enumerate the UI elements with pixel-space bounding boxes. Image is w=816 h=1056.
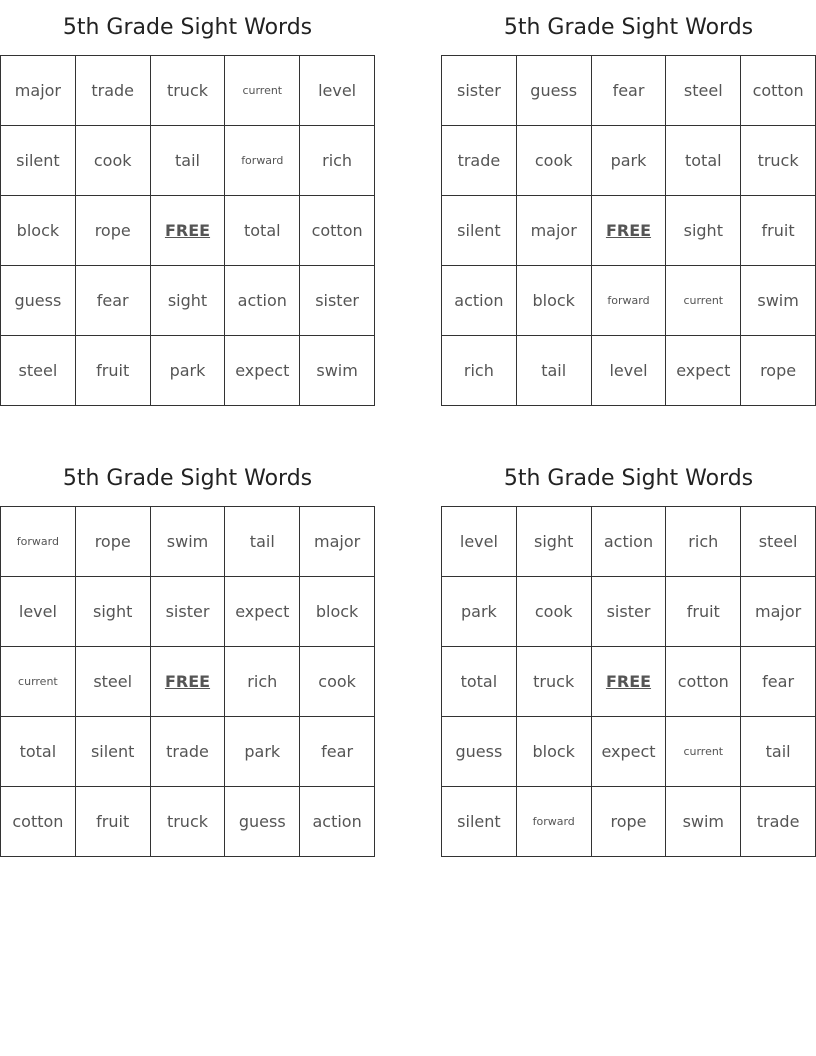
word-cell: fruit <box>666 577 741 647</box>
word-cell: cotton <box>666 647 741 717</box>
card-title: 5th Grade Sight Words <box>62 15 313 40</box>
word-cell: rich <box>666 507 741 577</box>
word-cell: major <box>741 577 816 647</box>
word-cell: tail <box>225 507 300 577</box>
word-cell: cook <box>300 647 375 717</box>
word-cell: fruit <box>76 787 151 857</box>
word-cell: cotton <box>300 196 375 266</box>
word-cell: total <box>1 717 76 787</box>
word-cell: swim <box>741 266 816 336</box>
word-cell: major <box>517 196 592 266</box>
word-cell: action <box>592 507 667 577</box>
word-cell: silent <box>442 787 517 857</box>
word-cell: rich <box>225 647 300 717</box>
word-cell: swim <box>666 787 741 857</box>
word-cell: steel <box>741 507 816 577</box>
word-cell: block <box>517 266 592 336</box>
word-cell: action <box>225 266 300 336</box>
free-space: FREE <box>592 647 667 717</box>
word-cell: level <box>442 507 517 577</box>
word-cell: silent <box>1 126 76 196</box>
free-space: FREE <box>151 196 226 266</box>
word-cell: fear <box>300 717 375 787</box>
word-cell: fruit <box>741 196 816 266</box>
bingo-card-2 <box>441 0 816 380</box>
word-cell: steel <box>76 647 151 717</box>
word-cell: sight <box>76 577 151 647</box>
word-cell: swim <box>300 336 375 406</box>
word-cell: fear <box>76 266 151 336</box>
card-grid <box>441 55 816 406</box>
card-title: 5th Grade Sight Words <box>62 466 313 491</box>
word-cell: trade <box>741 787 816 857</box>
word-cell: trade <box>151 717 226 787</box>
word-cell: rich <box>442 336 517 406</box>
word-cell: sister <box>300 266 375 336</box>
word-cell: current <box>1 647 76 717</box>
word-cell: level <box>300 56 375 126</box>
word-cell: total <box>225 196 300 266</box>
word-cell: sister <box>151 577 226 647</box>
word-cell: cook <box>76 126 151 196</box>
word-cell: truck <box>151 56 226 126</box>
word-cell: rich <box>300 126 375 196</box>
word-cell: expect <box>225 336 300 406</box>
word-cell: cook <box>517 577 592 647</box>
word-cell: cotton <box>741 56 816 126</box>
word-cell: expect <box>592 717 667 787</box>
word-cell: fruit <box>76 336 151 406</box>
word-cell: fear <box>592 56 667 126</box>
word-cell: expect <box>666 336 741 406</box>
word-cell: forward <box>225 126 300 196</box>
word-cell: park <box>442 577 517 647</box>
card-grid <box>0 506 375 857</box>
word-cell: forward <box>1 507 76 577</box>
card-title: 5th Grade Sight Words <box>503 15 754 40</box>
word-cell: guess <box>1 266 76 336</box>
card-grid <box>441 506 816 857</box>
word-cell: current <box>666 266 741 336</box>
word-cell: block <box>300 577 375 647</box>
word-cell: current <box>225 56 300 126</box>
free-space: FREE <box>592 196 667 266</box>
word-cell: block <box>1 196 76 266</box>
word-cell: fear <box>741 647 816 717</box>
word-cell: guess <box>442 717 517 787</box>
word-cell: park <box>151 336 226 406</box>
bingo-card-3 <box>0 451 375 831</box>
word-cell: action <box>300 787 375 857</box>
word-cell: truck <box>517 647 592 717</box>
word-cell: steel <box>1 336 76 406</box>
word-cell: sister <box>442 56 517 126</box>
word-cell: cook <box>517 126 592 196</box>
word-cell: tail <box>741 717 816 787</box>
word-cell: park <box>225 717 300 787</box>
word-cell: rope <box>592 787 667 857</box>
word-cell: major <box>300 507 375 577</box>
word-cell: rope <box>741 336 816 406</box>
word-cell: sister <box>592 577 667 647</box>
bingo-card-1 <box>0 0 375 380</box>
word-cell: total <box>442 647 517 717</box>
word-cell: park <box>592 126 667 196</box>
word-cell: silent <box>442 196 517 266</box>
word-cell: sight <box>666 196 741 266</box>
word-cell: tail <box>151 126 226 196</box>
word-cell: rope <box>76 507 151 577</box>
word-cell: rope <box>76 196 151 266</box>
card-grid <box>0 55 375 406</box>
word-cell: silent <box>76 717 151 787</box>
word-cell: trade <box>76 56 151 126</box>
word-cell: guess <box>517 56 592 126</box>
word-cell: guess <box>225 787 300 857</box>
word-cell: block <box>517 717 592 787</box>
bingo-card-4 <box>441 451 816 831</box>
word-cell: steel <box>666 56 741 126</box>
word-cell: forward <box>592 266 667 336</box>
word-cell: forward <box>517 787 592 857</box>
word-cell: trade <box>442 126 517 196</box>
word-cell: current <box>666 717 741 787</box>
word-cell: truck <box>741 126 816 196</box>
card-title: 5th Grade Sight Words <box>503 466 754 491</box>
free-space: FREE <box>151 647 226 717</box>
word-cell: truck <box>151 787 226 857</box>
word-cell: level <box>592 336 667 406</box>
word-cell: expect <box>225 577 300 647</box>
word-cell: action <box>442 266 517 336</box>
word-cell: cotton <box>1 787 76 857</box>
word-cell: level <box>1 577 76 647</box>
word-cell: sight <box>517 507 592 577</box>
word-cell: total <box>666 126 741 196</box>
word-cell: sight <box>151 266 226 336</box>
word-cell: major <box>1 56 76 126</box>
word-cell: tail <box>517 336 592 406</box>
word-cell: swim <box>151 507 226 577</box>
